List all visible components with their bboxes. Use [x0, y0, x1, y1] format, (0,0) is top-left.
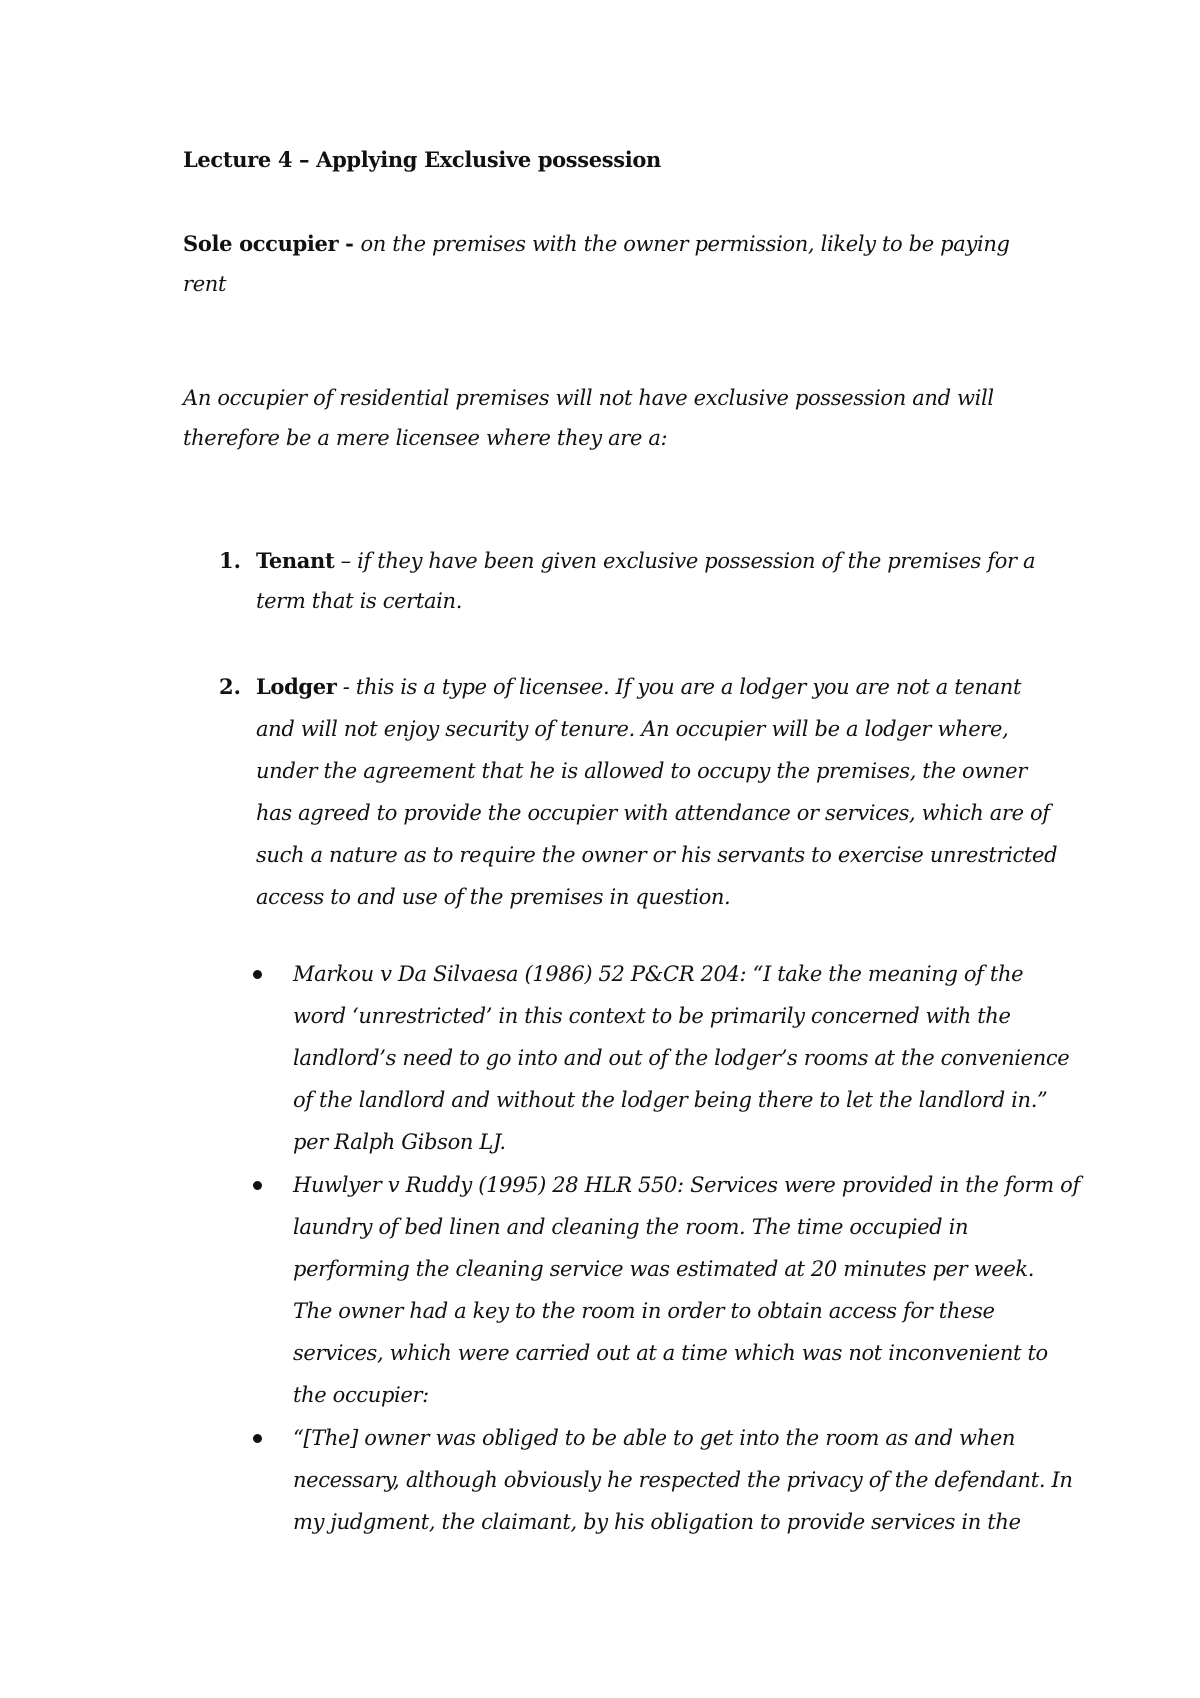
markou-line-2: word ‘unrestricted’ in this context to be primarily concerned with the — [293, 1004, 1011, 1028]
bullet-icon — [253, 1181, 262, 1190]
tenant-separator: – — [334, 549, 358, 573]
lodger-line-3: under the agreement that he is allowed to occupy the premises, the owner — [256, 759, 1027, 783]
intro-line-1: An occupier of residential premises will not have exclusive possession and will — [183, 386, 994, 410]
huwlyer-line-2: laundry of bed linen and cleaning the room. The time occupied in — [293, 1215, 969, 1239]
sole-occupier-definition: on the premises with the owner permission, likely to be paying — [360, 232, 1010, 256]
markou-line-5: per Ralph Gibson LJ. — [293, 1130, 506, 1154]
sole-occupier-term: Sole occupier — [183, 231, 339, 256]
markou-line-1: Markou v Da Silvaesa (1986) 52 P&CR 204: “I take the meaning of the — [293, 962, 1024, 986]
lodger-line-5: such a nature as to require the owner or his servants to exercise unrestricted — [256, 843, 1058, 867]
sole-occupier-paragraph — [183, 230, 1010, 258]
lodger-definition: this is a type of licensee. If you are a lodger you are not a tenant — [355, 675, 1022, 699]
huwlyer-line-3: performing the cleaning service was estimated at 20 minutes per week. — [293, 1257, 1035, 1281]
quote-line-1: “[The] owner was obliged to be able to get into the room as and when — [293, 1426, 1016, 1450]
lodger-line-6: access to and use of the premises in question. — [256, 885, 731, 909]
tenant-definition: if they have been given exclusive possession of the premises for a — [357, 549, 1036, 573]
quote-line-3: my judgment, the claimant, by his obligation to provide services in the — [293, 1510, 1021, 1534]
lodger-line-2: and will not enjoy security of tenure. An occupier will be a lodger where, — [256, 717, 1009, 741]
tenant-definition-cont: term that is certain. — [256, 589, 463, 613]
huwlyer-line-5: services, which were carried out at a time which was not inconvenient to — [293, 1341, 1048, 1365]
quote-line-2: necessary, although obviously he respected the privacy of the defendant. In — [293, 1468, 1073, 1492]
bullet-icon — [253, 1434, 262, 1443]
huwlyer-line-6: the occupier: — [293, 1383, 429, 1407]
sole-occupier-separator: - — [338, 231, 361, 256]
list-number-2: 2. — [219, 674, 241, 699]
markou-line-3: landlord’s need to go into and out of the lodger’s rooms at the convenience — [293, 1046, 1070, 1070]
list-item-lodger — [256, 673, 1021, 701]
huwlyer-line-4: The owner had a key to the room in order to obtain access for these — [293, 1299, 995, 1323]
lecture-title: Lecture 4 – Applying Exclusive possession — [183, 147, 661, 172]
markou-line-4: of the landlord and without the lodger being there to let the landlord in.” — [293, 1088, 1048, 1112]
lodger-separator: - — [336, 675, 356, 699]
tenant-term: Tenant — [256, 548, 335, 573]
huwlyer-line-1: Huwlyer v Ruddy (1995) 28 HLR 550: Services were provided in the form of — [293, 1173, 1080, 1197]
sole-occupier-definition-cont: rent — [183, 272, 227, 296]
lodger-line-4: has agreed to provide the occupier with attendance or services, which are of — [256, 801, 1050, 825]
list-item-tenant — [256, 547, 1035, 575]
lodger-term: Lodger — [256, 674, 337, 699]
list-number-1: 1. — [219, 548, 241, 573]
intro-line-2: therefore be a mere licensee where they are a: — [183, 426, 668, 450]
bullet-icon — [253, 970, 262, 979]
